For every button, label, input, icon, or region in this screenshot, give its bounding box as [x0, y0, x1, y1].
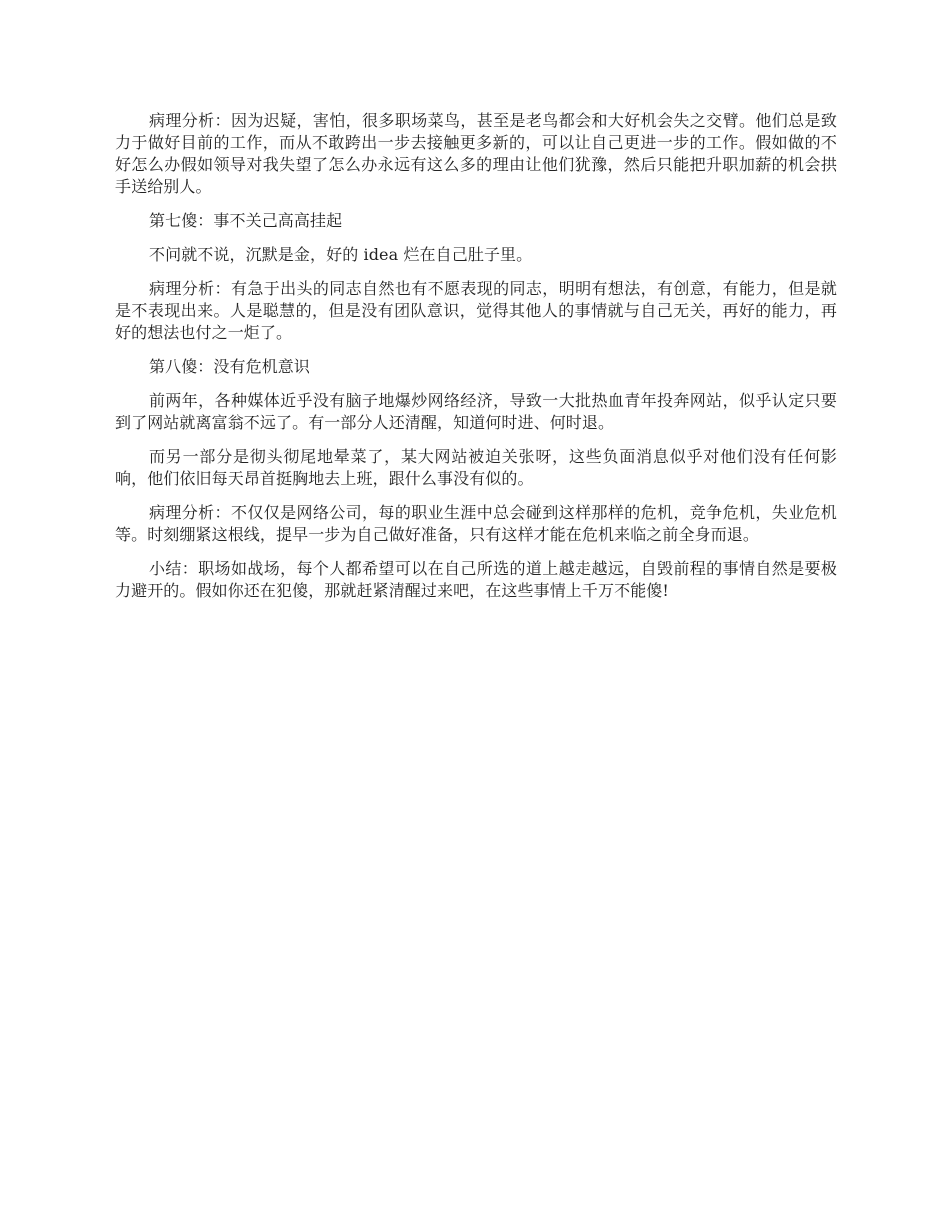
heading-seventh-mistake: 第七傻：事不关己高高挂起 [149, 211, 343, 230]
paragraph-network-economy: 前两年，各种媒体近乎没有脑子地爆炒网络经济，导致一大批热血青年投奔网站，似乎认定只要到了网站就离富翁不远了。有一部分人还清醒，知道何时进、何时退。 [115, 391, 837, 432]
paragraph-analysis-3: 病理分析：不仅仅是网络公司，每的职业生涯中总会碰到这样那样的危机，竞争危机，失业危机等。时刻绷紧这根线，提早一步为自己做好准备，只有这样才能在危机来临之前全身而退。 [115, 503, 837, 544]
document-body [115, 110, 837, 614]
paragraph-summary: 小结：职场如战场，每个人都希望可以在自己所选的道上越走越远，自毁前程的事情自然是要极力避开的。假如你还在犯傻，那就赶紧清醒过来吧，在这些事情上千万不能傻! [115, 559, 837, 600]
paragraph-other-part: 而另一部分是彻头彻尾地晕菜了，某大网站被迫关张呀，这些负面消息似乎对他们没有任何影响，他们依旧每天昂首挺胸地去上班，跟什么事没有似的。 [115, 447, 837, 488]
paragraph-analysis-1: 病理分析：因为迟疑，害怕，很多职场菜鸟，甚至是老鸟都会和大好机会失之交臂。他们总是致力于做好目前的工作，而从不敢跨出一步去接触更多新的，可以让自己更进一步的工作。假如做的不好怎么办假如领导对我失望了怎么办永远有这么多的理由让他们犹豫，然后只能把升职加薪的机会拱手送给别人。 [115, 111, 837, 196]
heading-eighth-mistake: 第八傻：没有危机意识 [149, 357, 311, 376]
paragraph-silence: 不问就不说，沉默是金，好的 idea 烂在自己肚子里。 [149, 245, 533, 264]
paragraph-analysis-2: 病理分析：有急于出头的同志自然也有不愿表现的同志，明明有想法，有创意，有能力，但是就是不表现出来。人是聪慧的，但是没有团队意识，觉得其他人的事情就与自己无关，再好的能力，再好的想法也付之一炬了。 [115, 279, 837, 342]
